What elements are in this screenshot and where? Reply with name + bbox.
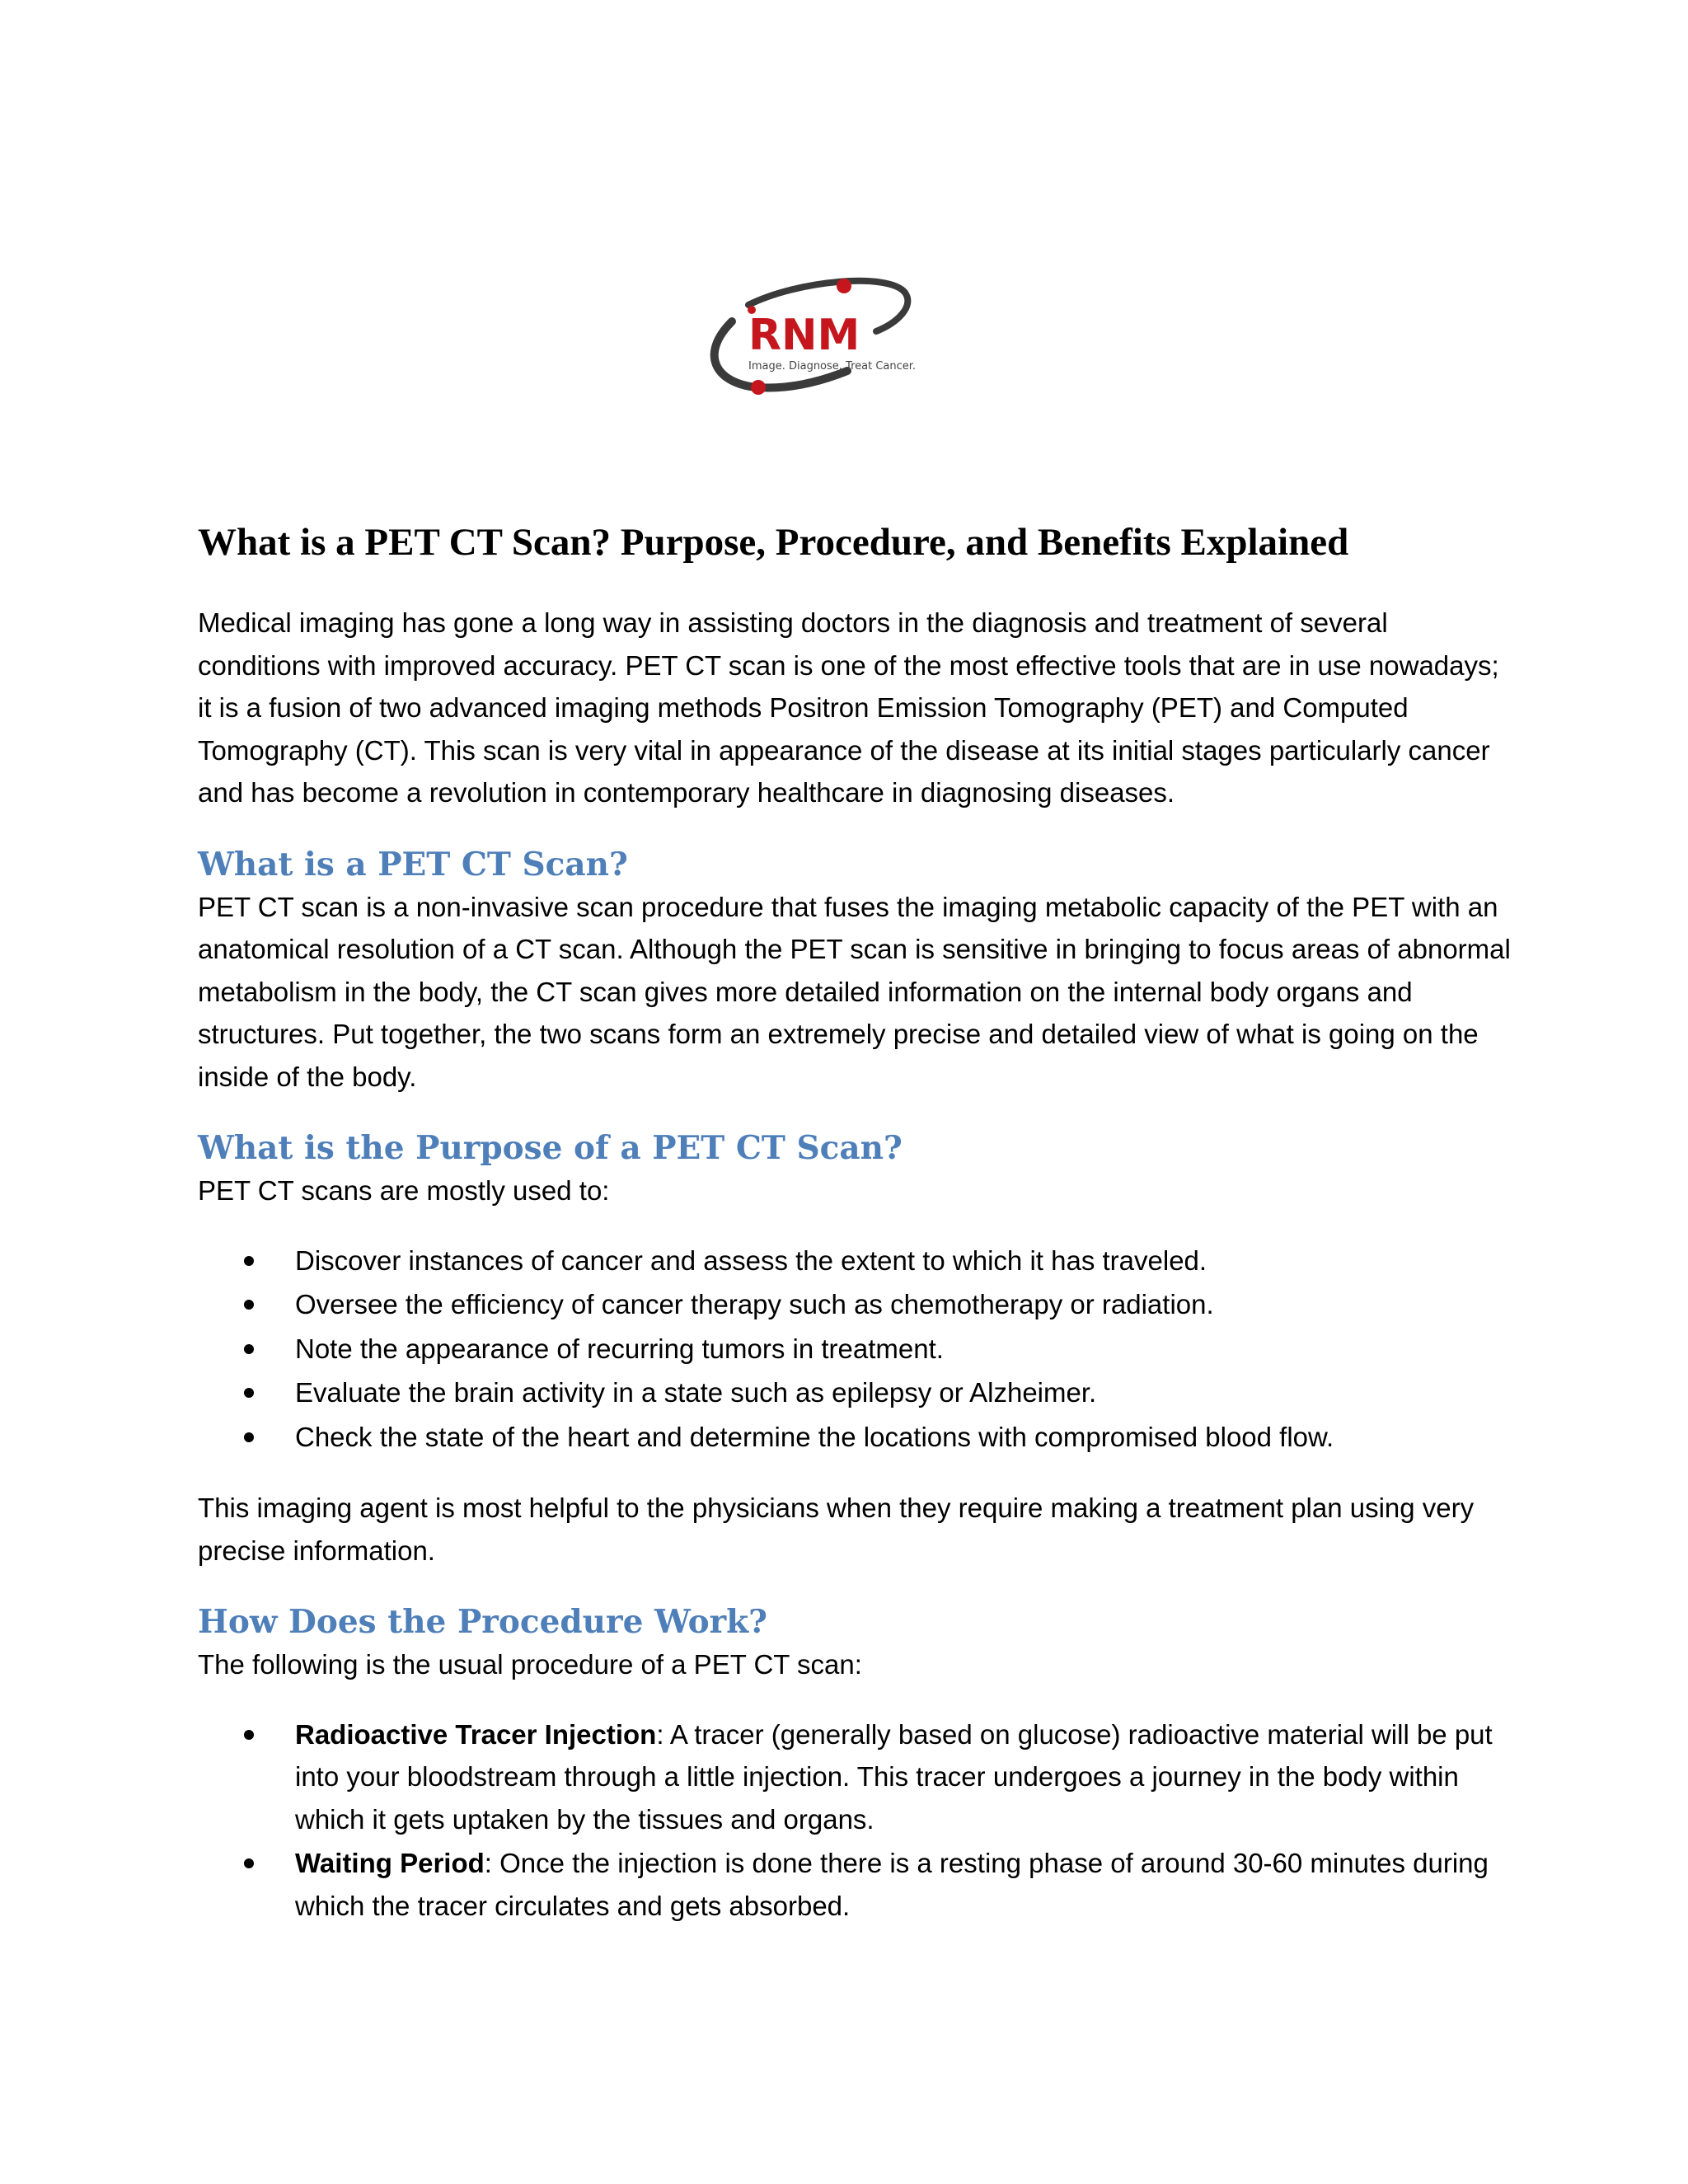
red-dot-top xyxy=(837,279,851,293)
purpose-closing: This imaging agent is most helpful to the physicians when they require making a treatment plan using very precise information. xyxy=(198,1493,1475,1566)
list-item: Evaluate the brain activity in a state such as epilepsy or Alzheimer. xyxy=(198,1371,1517,1414)
logo-tagline: Image. Diagnose. Treat Cancer. xyxy=(748,360,917,373)
logo-brand: RNM xyxy=(748,311,860,360)
intro-paragraph: Medical imaging has gone a long way in assisting doctors in the diagnosis and treatment of several conditions with improved accuracy. PET CT scan is one of the most effective tools that are in use nowadays; it is a fusion of two advanced imaging methods Positron Emission Tomography (PET) and Computed Tomography (CT). This scan is very vital in appearance of the disease at its initial stages particularly cancer and has become a revolution in contemporary healthcare in diagnosing diseases. xyxy=(198,607,1499,808)
bullet-icon xyxy=(244,1858,254,1868)
procedure-lead: The following is the usual procedure of a PET CT scan: xyxy=(198,1649,862,1680)
bullet-icon xyxy=(244,1432,254,1442)
bullet-icon xyxy=(244,1388,254,1398)
document-content xyxy=(198,519,1517,1929)
purpose-list xyxy=(198,1240,1517,1459)
step-text: : A tracer (generally based on glucose) radioactive material will be put into your bloodstream through a little injection. This tracer undergoes a journey in the body within which it gets uptaken by the tissues and organs. xyxy=(295,1718,1493,1835)
section-heading-procedure: How Does the Procedure Work? xyxy=(198,1603,768,1641)
list-item: Oversee the efficiency of cancer therapy such as chemotherapy or radiation. xyxy=(198,1283,1517,1326)
step-term: Waiting Period xyxy=(295,1848,485,1878)
bullet-icon xyxy=(244,1344,254,1354)
section-heading-what-is: What is a PET CT Scan? xyxy=(198,845,628,883)
red-dot-bottom xyxy=(751,380,766,395)
list-item: Note the appearance of recurring tumors in treatment. xyxy=(198,1328,1517,1371)
rnm-logo-graphic xyxy=(699,272,979,404)
list-item xyxy=(198,1842,1517,1927)
bullet-icon xyxy=(244,1730,254,1740)
bullet-icon xyxy=(244,1256,254,1266)
section-heading-purpose: What is the Purpose of a PET CT Scan? xyxy=(198,1129,903,1167)
step-term: Radioactive Tracer Injection xyxy=(295,1718,657,1750)
procedure-list xyxy=(198,1713,1517,1928)
page-title: What is a PET CT Scan? Purpose, Procedure, and Benefits Explained xyxy=(198,521,1349,564)
list-item xyxy=(198,1713,1517,1841)
list-item: Check the state of the heart and determine the locations with compromised blood flow. xyxy=(198,1416,1517,1459)
step-text: : Once the injection is done there is a resting phase of around 30-60 minutes during which the tracer circulates and gets absorbed. xyxy=(295,1848,1489,1921)
section-body-what-is: PET CT scan is a non-invasive scan procedure that fuses the imaging metabolic capacity of the PET with an anatomical resolution of a CT scan. Although the PET scan is sensitive in bringing to focus areas of abnormal metabolism in the body, the CT scan gives more detailed information on the internal body organs and structures. Put together, the two scans form an extremely precise and detailed view of what is going on the inside of the body. xyxy=(198,891,1511,1092)
bullet-icon xyxy=(244,1300,254,1310)
purpose-lead: PET CT scans are mostly used to: xyxy=(198,1175,610,1206)
list-item: Discover instances of cancer and assess the extent to which it has traveled. xyxy=(198,1240,1517,1282)
rnm-logo xyxy=(699,272,979,404)
